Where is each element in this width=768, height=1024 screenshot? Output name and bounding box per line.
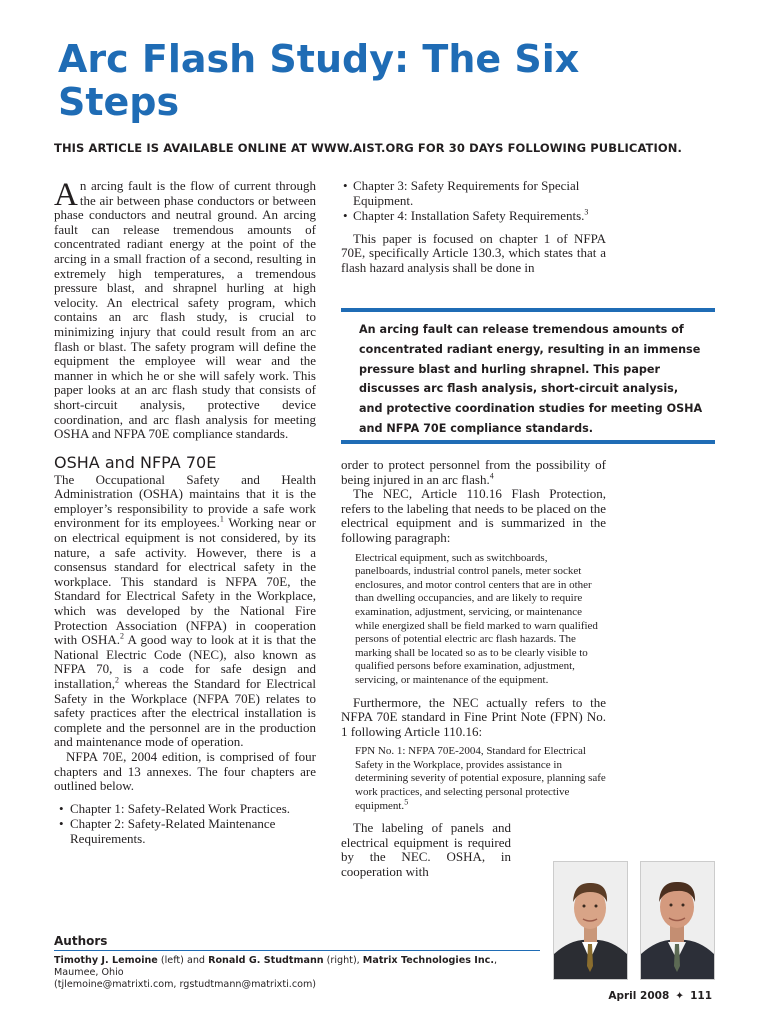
footnote-ref-4: 4 <box>489 471 494 481</box>
fpn-intro-paragraph: Furthermore, the NEC actually refers to the NFPA 70E standard in Fine Print Note (FPN) No. 1 following Article 110.16: <box>341 694 606 739</box>
chapter-list <box>54 802 316 847</box>
author-photo-studtmann <box>640 861 715 980</box>
page-footer <box>608 990 712 1002</box>
list-item: • Chapter 2: Safety-Related Maintenance Requirements. <box>59 816 276 846</box>
footnote-ref-2: 2 <box>120 631 125 641</box>
online-availability-notice: THIS ARTICLE IS AVAILABLE ONLINE AT WWW.AIST.ORG FOR 30 DAYS FOLLOWING PUBLICATION. <box>54 141 682 155</box>
list-item: • Chapter 3: Safety Requirements for Special Equipment. <box>343 178 580 208</box>
author-emails: (tjlemoine@matrixti.com, rgstudtmann@matrixti.com) <box>54 979 317 991</box>
footnote-ref-3: 3 <box>584 207 589 217</box>
bullet-icon: • <box>343 208 348 224</box>
footnote-ref-2b: 2 <box>115 675 120 685</box>
intro-paragraph <box>54 179 316 442</box>
fpn-quote: FPN No. 1: NFPA 70E-2004, Standard for Electrical Safety in the Workplace, provides assistance in determining severity of potential exposure, planning safe work practices, and selecting personal protective equipment.$^5$ <box>355 745 606 812</box>
separator-icon: ✦ <box>675 990 685 1002</box>
bullet-icon: • <box>59 800 64 816</box>
right-column-bottom <box>341 458 606 880</box>
list-item: • Chapter 1: Safety-Related Work Practices. <box>59 800 291 816</box>
labeling-paragraph: The labeling of panels and electrical equipment is required by the NEC. OSHA, in cooperation with <box>341 820 511 880</box>
author-photo-lemoine <box>553 861 628 980</box>
authors-divider <box>54 950 540 951</box>
intro-text: n arcing fault is the flow of current through the air between phase conductors or between phase conductors and neutral ground. An arcing fault can release tremendous amounts of concentrated radiant energy at the point of the arcing in a small fraction of a second, resulting in extremely high temperatures, a tremendous pressure blast, and shrapnel hurling at high velocity. An electrical safety program, which contains an arc flash study, is crucial to minimizing injury that could result from an arc flash or blast. The safety program will define the equipment the employee will wear and the manner in which he or she will safely work. This paper looks at an arc flash study that consists of short-circuit analysis, protective device coordination, and arc flash analysis for meeting OSHA and NFPA 70E compliance standards. <box>54 178 316 442</box>
bullet-icon: • <box>343 178 348 193</box>
pull-quote <box>341 308 715 444</box>
nec-quote: Electrical equipment, such as switchboards, panelboards, industrial control panels, meter socket enclosures, and motor control centers that are in other than dwelling occupancies, and are likely to require examination, adjustment, servicing, or maintenance while energized shall be field marked to warn qualified persons of potential electric arc flash hazards. The marking shall be located so as to be clearly visible to qualified persons before examination, adjustment, servicing, or maintenance of the equipment. <box>355 551 598 686</box>
focus-paragraph: This paper is focused on chapter 1 of NFPA 70E, specifically Article 130.3, which states that a flash hazard analysis shall be done in <box>341 230 606 275</box>
left-column <box>54 179 316 848</box>
osha-paragraph: The Occupational Safety and Health Administration (OSHA) maintains that it is the employer’s responsibility to provide a safe work environment for its employees.$^1$ Working near or on electrical equipment is not considered, by its nature, a safe activity. However, there is a consensus standard for electrical safety in the workplace. This standard is NFPA 70E, the Standard for Electrical Safety in the Workplace, which was developed by the National Fire Protection Association (NFPA) in cooperation with OSHA.$^2$ A good way to look at it is that the National Electric Code (NEC), also known as NFPA 70, is a code for safe design and installation,$^2$ whereas the Standard for Electrical Safety in the Workplace (NFPA 70E) relates to safety practices after the electrical installation is complete and the personnel are in the production and maintenance mode of operation. <box>54 471 316 750</box>
footnote-ref-5: 5 <box>404 797 409 806</box>
authors-byline: Timothy J. Lemoine (left) and Ronald G. Studtmann (right), Matrix Technologies Inc., Maumee, Ohio (tjlemoine@matrixti.com, rgstudtmann@matrixti.com) <box>54 955 498 991</box>
section-heading-osha: OSHA and NFPA 70E <box>54 452 217 472</box>
pull-quote-text: An arcing fault can release tremendous amounts of concentrated radiant energy, resulting in an immense pressure blast and hurling shrapnel. This paper discusses arc flash analysis, short-circuit analysis, and protective coordination studies for meeting OSHA and NFPA 70E compliance standards. <box>359 323 703 435</box>
chapters-intro-paragraph: NFPA 70E, 2004 edition, is comprised of four chapters and 13 annexes. The four chapters are outlined below. <box>54 748 316 794</box>
bullet-icon: • <box>59 816 64 832</box>
page-number: 111 <box>690 990 712 1002</box>
nec-paragraph: The NEC, Article 110.16 Flash Protection, refers to the labeling that needs to be placed on the electrical equipment and is summarized in the following paragraph: <box>341 486 606 545</box>
chapter-list-continued <box>341 179 606 224</box>
list-item: • Chapter 4: Installation Safety Requirements.$^3$ <box>343 207 589 224</box>
authors-heading: Authors <box>54 934 108 948</box>
drop-cap: A <box>54 177 78 213</box>
right-column-top <box>341 179 606 276</box>
issue-date: April 2008 <box>608 990 670 1002</box>
footnote-ref-1: 1 <box>219 515 224 525</box>
continued-paragraph: order to protect personnel from the possibility of being injured in an arc flash.$^4$ <box>341 457 606 487</box>
article-title: Arc Flash Study: The Six Steps <box>58 37 580 124</box>
